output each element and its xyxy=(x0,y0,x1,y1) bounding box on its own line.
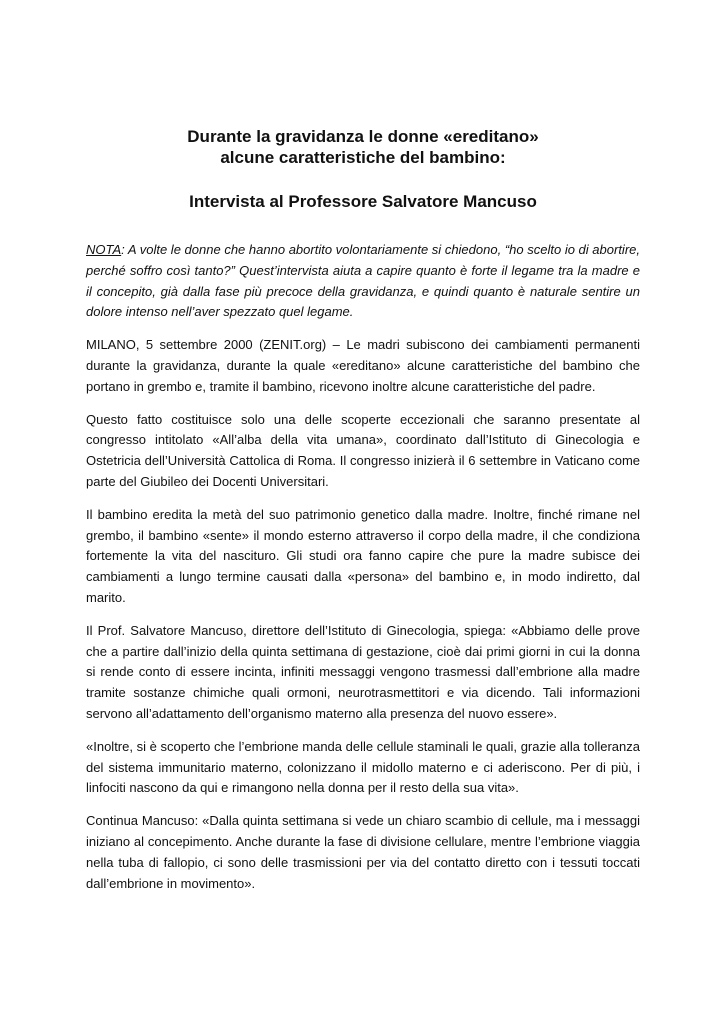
title-line-1: Durante la gravidanza le donne «ereditano» xyxy=(187,127,539,146)
title-line-2: alcune caratteristiche del bambino: xyxy=(220,148,506,167)
document-subtitle: Intervista al Professore Salvatore Mancuso xyxy=(189,192,537,211)
paragraph-3: Il bambino eredita la metà del suo patrimonio genetico dalla madre. Inoltre, finché rimane nel grembo, il bambino «sente» il mondo esterno attraverso il corpo della madre, il che condiziona fortemente la vita del nascituro. Gli studi ora fanno capire che pure la madre subisce dei cambiamenti a lungo termine causati dalla «persona» del bambino e, in modo indiretto, dal marito. xyxy=(86,506,640,605)
document-title xyxy=(86,126,640,168)
paragraph-5: «Inoltre, si è scoperto che l’embrione manda delle cellule staminali le quali, grazie alla tolleranza del sistema immunitario materno, colonizzano il midollo materno e ci aderiscono. Per di più, i linfociti nascono da qui e rimangono nella donna per il resto della sua vita». xyxy=(86,738,640,796)
nota-paragraph xyxy=(86,240,640,323)
paragraph-4: Il Prof. Salvatore Mancuso, direttore dell’Istituto di Ginecologia, spiega: «Abbiamo delle prove che a partire dall’inizio della quinta settimana di gestazione, cioè dai primi giorni in cui la donna si rende conto di essere incinta, infiniti messaggi vengono trasmessi dall’embrione alla madre tramite sostanze chimiche quali ormoni, neurotrasmettitori e via dicendo. Tali informazioni servono all’adattamento dell’organismo materno alla presenza del nuovo essere». xyxy=(86,622,640,721)
document-content xyxy=(86,126,640,894)
nota-text: : A volte le donne che hanno abortito volontariamente si chiedono, “ho scelto io di abortire, perché soffro così tanto?” Quest’intervista aiuta a capire quanto è forte il legame tra la madre e il concepito, già dalla fase più precoce della gravidanza, e quindi quanto è naturale sentire un dolore intenso nell’aver spezzato quel legame. xyxy=(86,242,640,320)
nota-label: NOTA xyxy=(86,242,122,257)
paragraph-1: MILANO, 5 settembre 2000 (ZENIT.org) – Le madri subiscono dei cambiamenti permanenti durante la gravidanza, durante la quale «ereditano» alcune caratteristiche del bambino che portano in grembo e, tramite il bambino, ricevono inoltre alcune caratteristiche del padre. xyxy=(86,337,640,394)
paragraph-2: Questo fatto costituisce solo una delle scoperte eccezionali che saranno presentate al congresso intitolato «All’alba della vita umana», coordinato dall’Istituto di Ginecologia e Ostetricia dell’Università Cattolica di Roma. Il congresso inizierà il 6 settembre in Vaticano come parte del Giubileo dei Docenti Universitari. xyxy=(86,411,640,489)
paragraph-6: Continua Mancuso: «Dalla quinta settimana si vede un chiaro scambio di cellule, ma i messaggi iniziano al concepimento. Anche durante la fase di divisione cellulare, mentre l’embrione viaggia nella tuba di fallopio, ci sono delle trasmissioni per via del contatto diretto con i tessuti toccati dall’embrione in movimento». xyxy=(86,813,640,891)
